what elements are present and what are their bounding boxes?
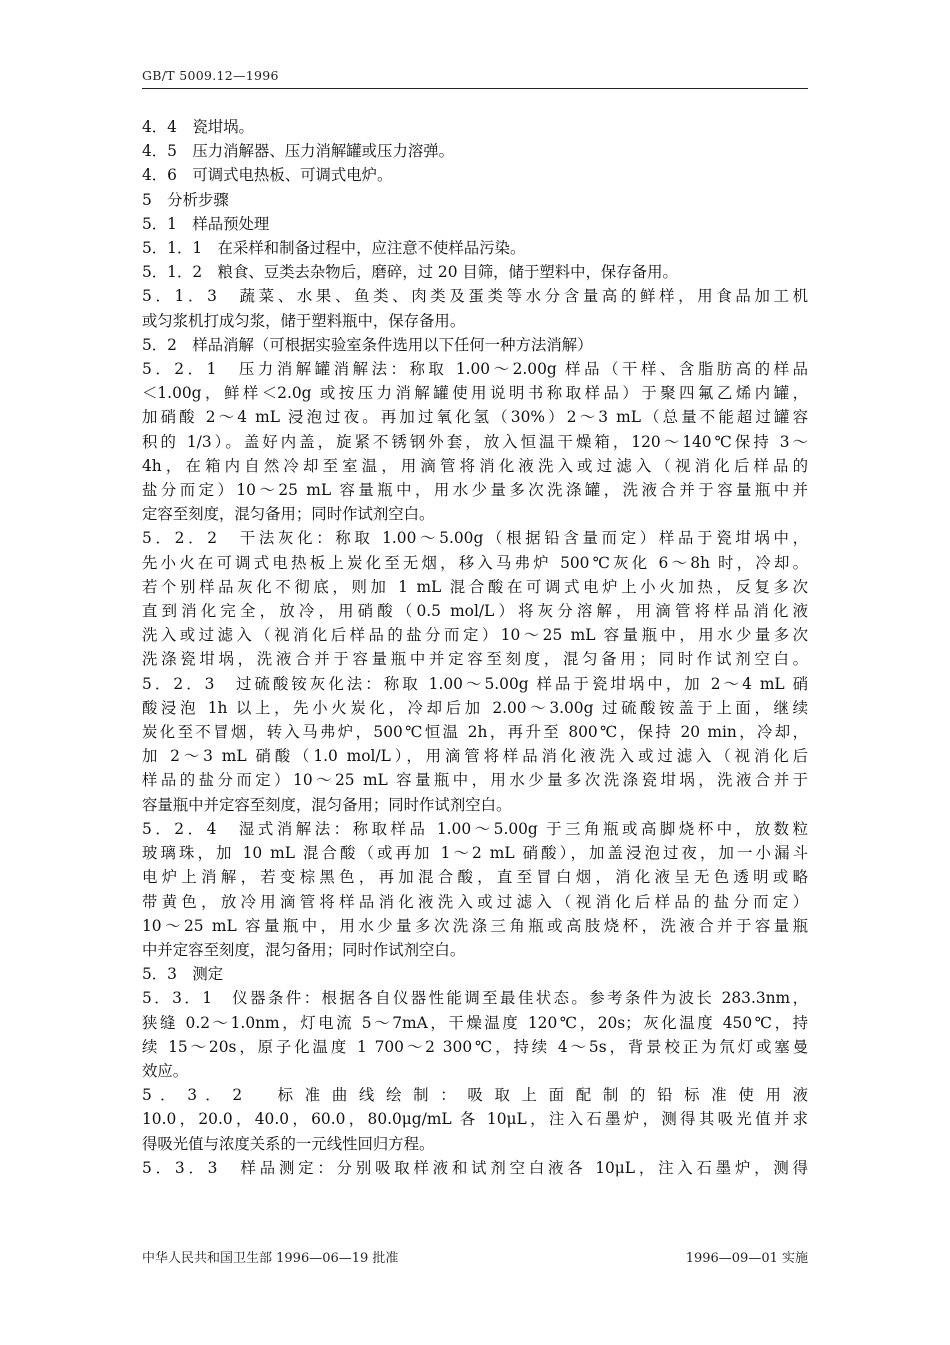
text-line: 4．6 可调式电热板、可调式电炉。 bbox=[142, 166, 393, 185]
text-line: 酸浸泡 1h 以上，先小火炭化，冷却后加 2.00～3.00g 过硫酸铵盖于上面，继续 bbox=[142, 698, 808, 717]
text-line: 5．3 测定 bbox=[142, 965, 224, 984]
text-line: 5．2．2 干法灰化：称取 1.00～5.00g（根据铅含量而定）样品于瓷坩埚中， bbox=[142, 529, 808, 548]
text-line: 5．3．1 仪器条件：根据各自仪器性能调至最佳状态。参考条件为波长 283.3nm， bbox=[142, 989, 808, 1008]
text-line: 10.0，20.0，40.0，60.0，80.0μg/mL 各 10μL，注入石墨炉，测得其吸光值并求 bbox=[142, 1110, 808, 1129]
text-line: ＜1.00g，鲜样＜2.0g 或按压力消解罐使用说明书称取样品）于聚四氟乙烯内罐， bbox=[142, 384, 808, 403]
footer-approval: 中华人民共和国卫生部 1996—06—19 批准 bbox=[142, 1251, 399, 1266]
text-line: 电炉上消解，若变棕黑色，再加混合酸，直至冒白烟，消化液呈无色透明或略 bbox=[142, 868, 808, 887]
text-line: 5．2 样品消解（可根据实验室条件选用以下任何一种方法消解） bbox=[142, 335, 593, 354]
text-line: 续 15～20s，原子化温度 1 700～2 300℃，持续 4～5s，背景校正为氘灯或塞曼 bbox=[142, 1037, 808, 1056]
text-line: 样品的盐分而定）10～25 mL 容量瓶中，用水少量多次洗涤瓷坩埚，洗液合并于 bbox=[142, 771, 808, 790]
header-rule bbox=[142, 88, 808, 89]
text-line: 直到消化完全，放冷，用硝酸（0.5 mol/L）将灰分溶解，用滴管将样品消化液 bbox=[142, 602, 808, 621]
text-line: 10～25 mL 容量瓶中，用水少量多次洗涤三角瓶或高肢烧杯，洗液合并于容量瓶 bbox=[142, 916, 808, 935]
text-line: 5 ． 3 ． 2 标 准 曲 线 绘 制 ： 吸 取 上 面 配 制 的 铅 标 准 使 用 液 bbox=[142, 1086, 808, 1105]
text-line: 4．4 瓷坩埚。 bbox=[142, 118, 254, 136]
text-line: 盐分而定）10～25 mL 容量瓶中，用水少量多次洗涤罐，洗液合并于容量瓶中并 bbox=[142, 481, 808, 500]
text-line: 5．1．3 蔬菜、水果、鱼类、肉类及蛋类等水分含量高的鲜样，用食品加工机 bbox=[142, 287, 808, 306]
text-line: 狭缝 0.2～1.0nm，灯电流 5～7mA，干燥温度 120℃，20s；灰化温度 450℃，持 bbox=[142, 1013, 808, 1032]
header-code: GB/T 5009.12—1996 bbox=[142, 68, 279, 83]
text-line: 带黄色，放冷用滴管将样品消化液洗入或过滤入（视消化后样品的盐分而定） bbox=[142, 892, 808, 911]
text-line: 5．2．3 过硫酸铵灰化法：称取 1.00～5.00g 样品于瓷坩埚中，加 2～4 mL 硝 bbox=[142, 674, 808, 693]
text-line: 中并定容至刻度，混匀备用；同时作试剂空白。 bbox=[142, 940, 466, 959]
text-line: 加 2～3 mL 硝酸（1.0 mol/L），用滴管将样品消化液洗入或过滤入（视消化后 bbox=[142, 747, 808, 766]
text-line: 先小火在可调式电热板上炭化至无烟，移入马弗炉 500℃灰化 6～8h 时，冷却。 bbox=[142, 553, 808, 572]
text-line: 容量瓶中并定容至刻度，混匀备用；同时作试剂空白。 bbox=[142, 795, 512, 814]
text-line: 5．1 样品预处理 bbox=[142, 214, 270, 233]
text-line: 加硝酸 2～4 mL 浸泡过夜。再加过氧化氢（30%）2～3 mL（总量不能超过罐容 bbox=[142, 408, 808, 427]
text-line: 5 分析步骤 bbox=[142, 190, 229, 209]
text-line: 洗入或过滤入（视消化后样品的盐分而定）10～25 mL 容量瓶中，用水少量多次 bbox=[142, 626, 808, 645]
text-line: 定容至刻度，混匀备用；同时作试剂空白。 bbox=[142, 505, 435, 524]
text-line: 得吸光值与浓度关系的一元线性回归方程。 bbox=[142, 1134, 435, 1153]
text-line: 洗涤瓷坩埚，洗液合并于容量瓶中并定容至刻度，混匀备用；同时作试剂空白。 bbox=[142, 650, 808, 669]
text-line: 炭化至不冒烟，转入马弗炉，500℃恒温 2h，再升至 800℃，保持 20 min，冷却， bbox=[142, 723, 808, 742]
text-line: 5．1．1 在采样和制备过程中，应注意不使样品污染。 bbox=[142, 239, 526, 258]
text-line: 5．2．1 压力消解罐消解法：称取 1.00～2.00g 样品（干样、含脂肪高的样品 bbox=[142, 360, 808, 379]
text-line: 4h，在箱内自然冷却至室温，用滴管将消化液洗入或过滤入（视消化后样品的 bbox=[142, 456, 808, 475]
text-line: 或匀浆机打成匀浆，储于塑料瓶中，保存备用。 bbox=[142, 311, 466, 330]
footer-implementation: 1996—09—01 实施 bbox=[685, 1251, 808, 1266]
text-line: 5．3．3 样品测定：分别吸取样液和试剂空白液各 10μL，注入石墨炉，测得 bbox=[142, 1158, 808, 1177]
text-line: 5．1．2 粮食、豆类去杂物后，磨碎，过 20 目筛，储于塑料中，保存备用。 bbox=[142, 263, 678, 282]
text-line: 效应。 bbox=[142, 1061, 189, 1080]
text-line: 积的 1/3）。盖好内盖，旋紧不锈钢外套，放入恒温干燥箱，120～140℃保持 3～ bbox=[142, 432, 808, 451]
text-line: 玻璃珠，加 10 mL 混合酸（或再加 1～2 mL 硝酸），加盖浸泡过夜，加一小漏斗 bbox=[142, 844, 808, 863]
document-body bbox=[142, 115, 808, 1180]
text-line: 5．2．4 湿式消解法：称取样品 1.00～5.00g 于三角瓶或高脚烧杯中，放数粒 bbox=[142, 819, 808, 838]
text-line: 4．5 压力消解器、压力消解罐或压力溶弹。 bbox=[142, 142, 455, 161]
text-line: 若个别样品灰化不彻底，则加 1 mL 混合酸在可调式电炉上小火加热，反复多次 bbox=[142, 577, 808, 596]
